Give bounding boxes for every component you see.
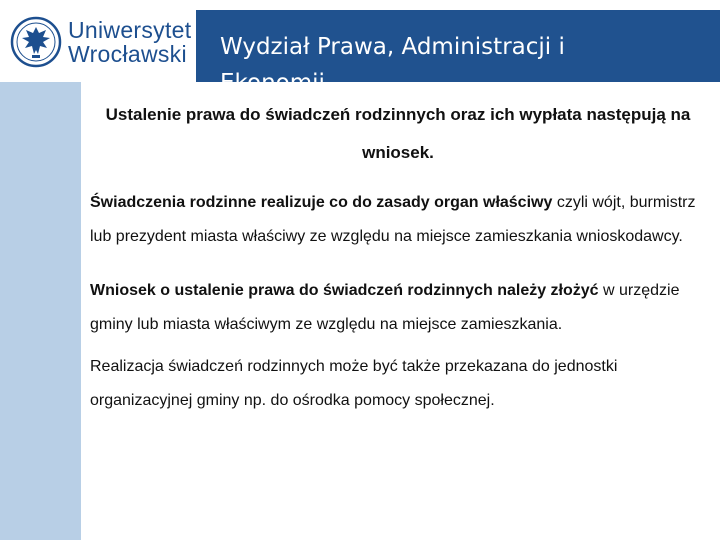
decorative-side-bar bbox=[0, 82, 81, 540]
university-logo bbox=[10, 14, 190, 70]
paragraph-delegation: Realizacja świadczeń rodzinnych może być także przekazana do jednostki organizacyjnej gminy np. do ośrodka pomocy społecznej. bbox=[90, 358, 618, 409]
header-band bbox=[196, 10, 720, 96]
faculty-title: Wydział Prawa, Administracji i Ekonomii bbox=[220, 34, 565, 96]
paragraph-authority-bold: Świadczenia rodzinne realizuje co do zasady organ właściwy bbox=[90, 194, 553, 211]
logo-wordmark bbox=[68, 18, 191, 66]
paragraph-application bbox=[90, 274, 706, 342]
paragraph-authority bbox=[90, 186, 706, 254]
logo-line-2: Wrocławski bbox=[68, 41, 187, 67]
paragraph-application-bold: Wniosek o ustalenie prawa do świadczeń rodzinnych należy złożyć bbox=[90, 282, 599, 299]
slide-content bbox=[90, 96, 706, 426]
paragraph-authority-rest: czyli wójt, burmistrz lub prezydent miasta właściwy ze względu na miejsce zamieszkania wnioskodawcy. bbox=[90, 194, 696, 245]
lead-statement: Ustalenie prawa do świadczeń rodzinnych oraz ich wypłata następują na wniosek. bbox=[105, 105, 691, 162]
logo-line-1: Uniwersytet bbox=[68, 17, 192, 43]
paragraph-application-rest: w urzędzie gminy lub miasta właściwym ze względu na miejsce zamieszkania. bbox=[90, 282, 680, 333]
eagle-emblem-icon bbox=[10, 16, 62, 68]
